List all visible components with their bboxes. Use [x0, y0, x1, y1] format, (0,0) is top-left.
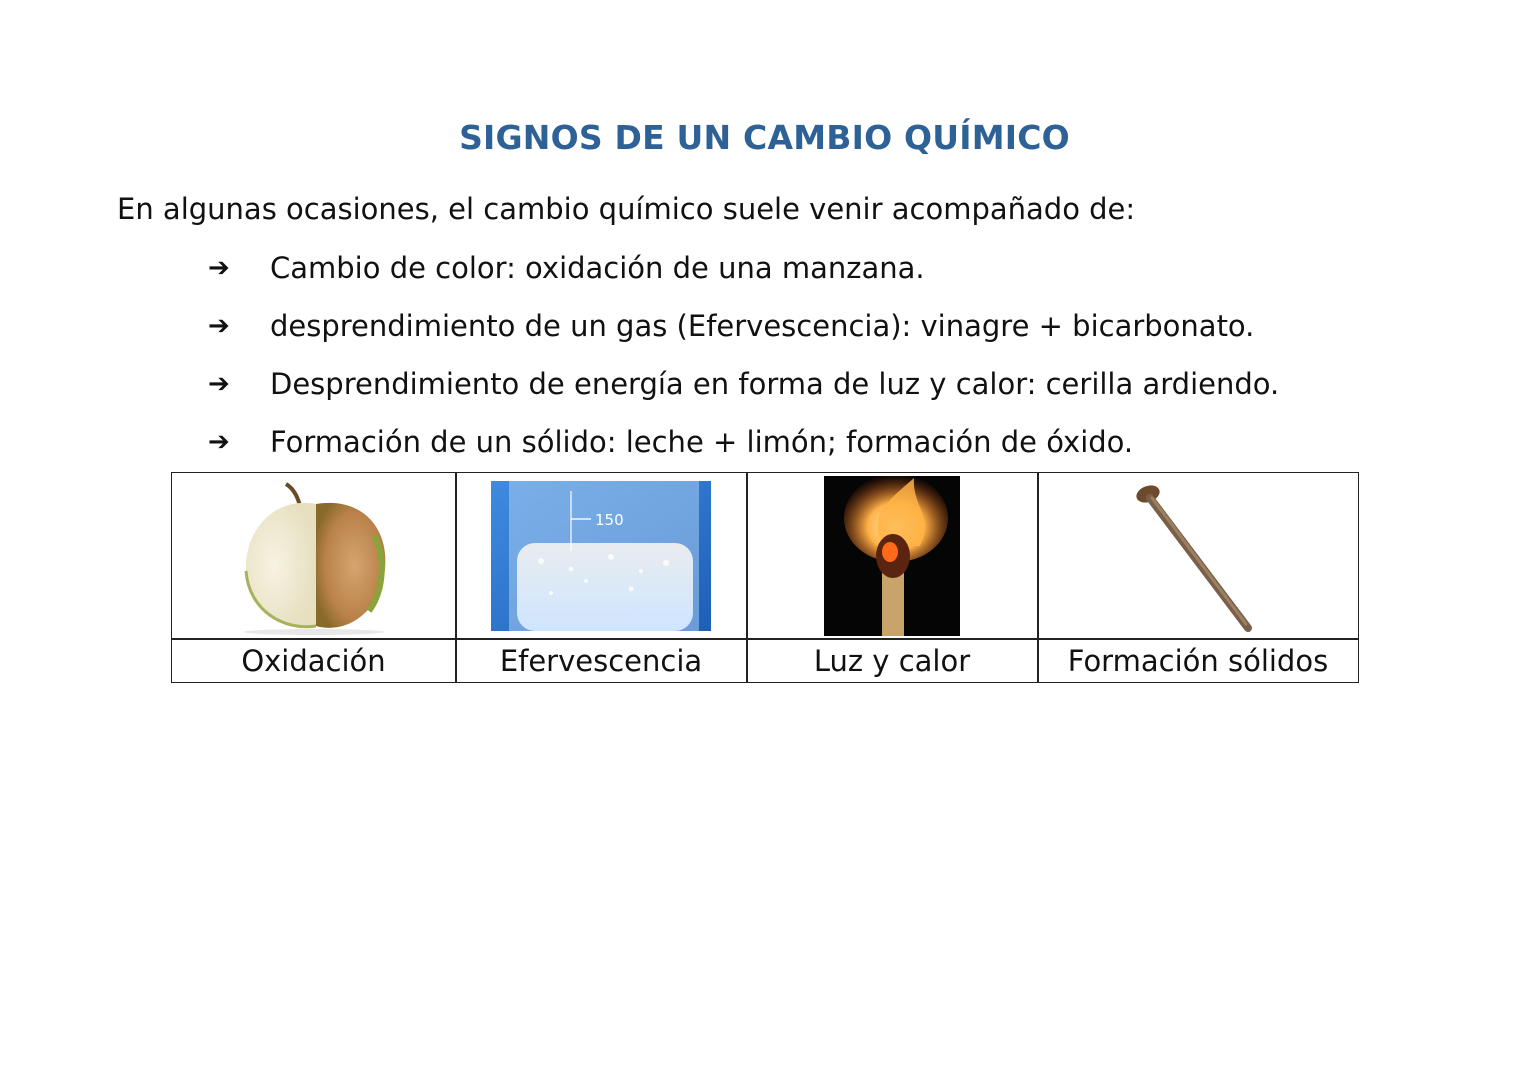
signs-table [171, 472, 1359, 683]
arrow-icon: ➔ [208, 369, 230, 399]
oxidized-apple-icon [224, 476, 404, 636]
arrow-icon: ➔ [208, 311, 230, 341]
table-cell-label: Oxidación [241, 644, 386, 678]
arrow-icon: ➔ [208, 427, 230, 457]
list-item [208, 366, 1279, 424]
table-cell-image [1038, 473, 1358, 638]
intro-text: En algunas ocasiones, el cambio químico suele venir acompañado de: [117, 192, 1136, 226]
table-cell-image [172, 473, 455, 638]
rusty-nail-icon [1118, 476, 1278, 636]
beaker-mark: 150 [595, 510, 624, 529]
effervescent-beaker-icon [491, 481, 711, 631]
burning-match-icon [824, 476, 960, 636]
table-cell-label: Efervescencia [499, 644, 703, 678]
list-item [208, 250, 1279, 308]
table-cell-label: Formación sólidos [1067, 644, 1329, 678]
table-cell-image [456, 473, 746, 638]
arrow-icon: ➔ [208, 253, 230, 283]
list-item-text: Desprendimiento de energía en forma de luz y calor: cerilla ardiendo. [270, 367, 1280, 401]
page-title: SIGNOS DE UN CAMBIO QUÍMICO [459, 118, 1070, 157]
signs-list [208, 250, 1279, 482]
list-item-text: desprendimiento de un gas (Efervescencia): vinagre + bicarbonato. [270, 309, 1255, 343]
list-item-text: Formación de un sólido: leche + limón; formación de óxido. [270, 425, 1134, 459]
table-cell-label: Luz y calor [813, 644, 971, 678]
table-cell-image [747, 473, 1037, 638]
list-item-text: Cambio de color: oxidación de una manzana. [270, 251, 925, 285]
list-item [208, 308, 1279, 366]
